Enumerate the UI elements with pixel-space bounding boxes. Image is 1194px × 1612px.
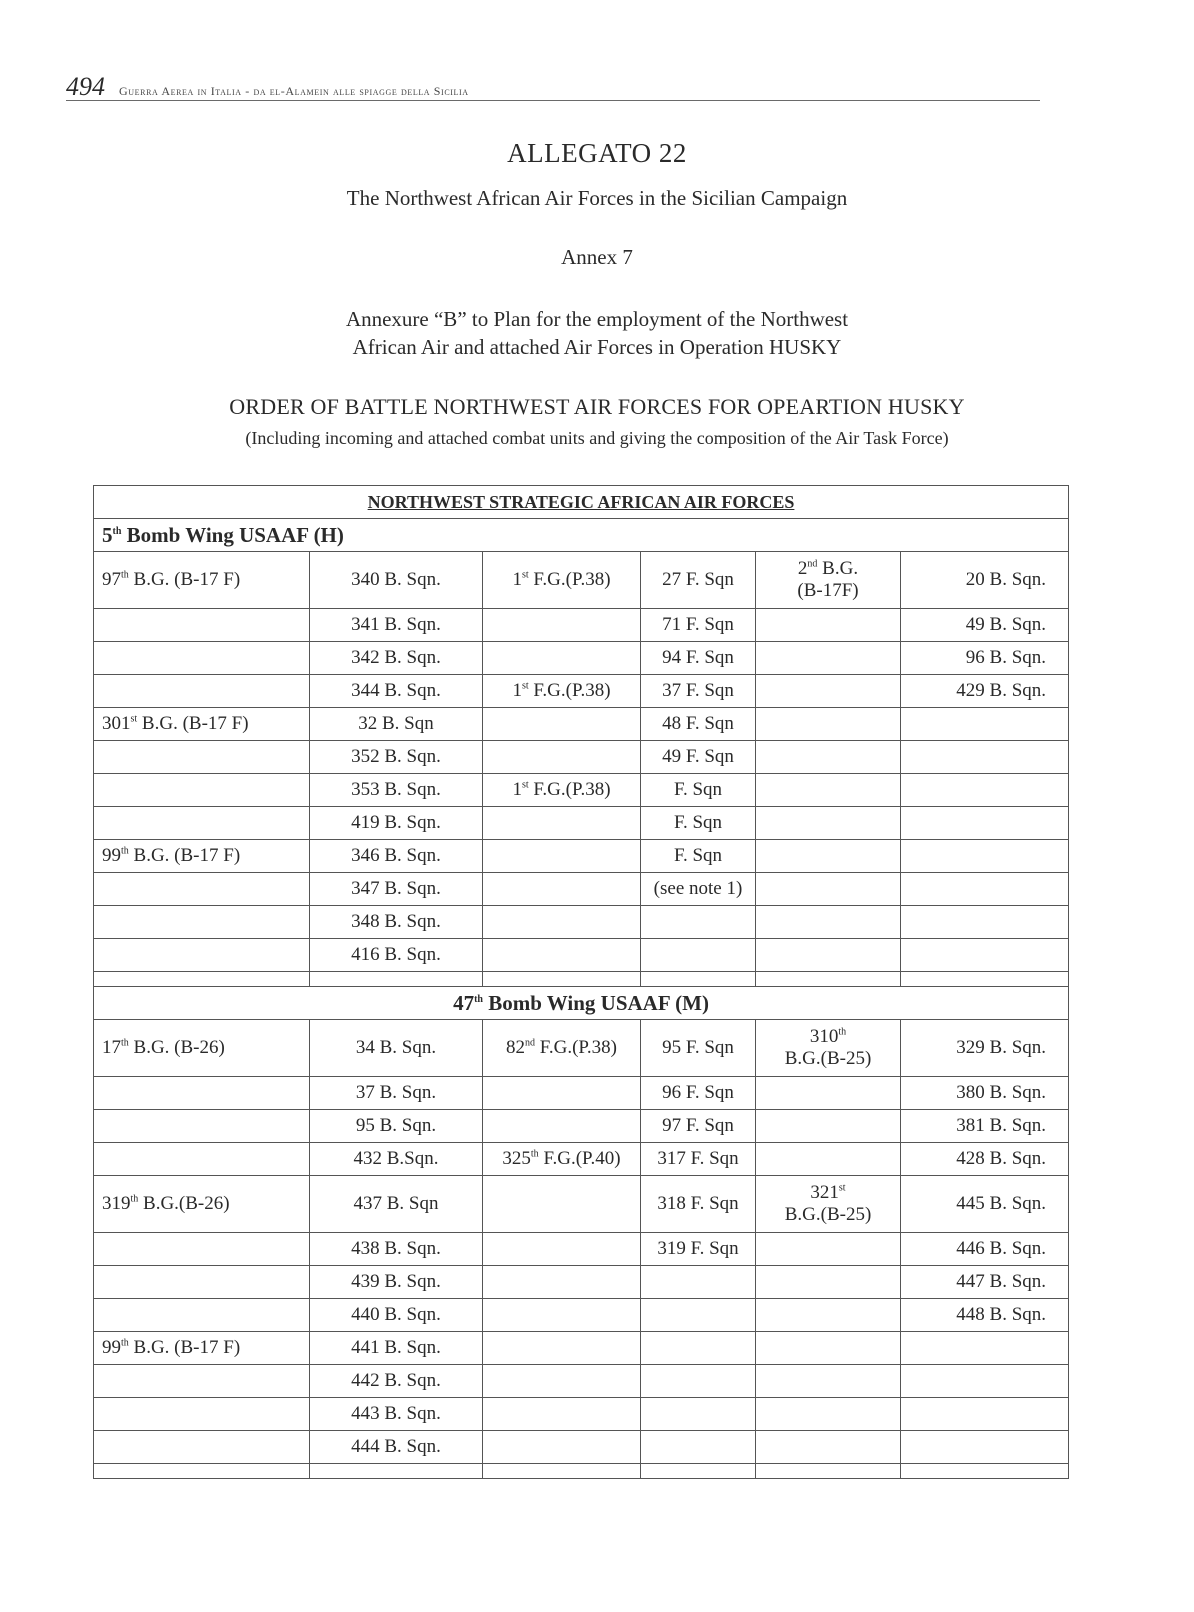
fighter-squadron-cell: 319 F. Sqn [641, 1233, 756, 1266]
bomb-squadron-2-cell: 448 B. Sqn. [901, 1299, 1069, 1332]
bomb-group-2-cell: 310th B.G.(B-25) [756, 1020, 901, 1077]
bomb-group-2-cell [756, 1299, 901, 1332]
table-row [94, 906, 1069, 939]
bomb-squadron-2-cell [901, 1431, 1069, 1464]
annex-label: Annex 7 [561, 245, 633, 269]
annexure-text [0, 305, 1194, 361]
bomb-squadron-2-cell [901, 1398, 1069, 1431]
bomb-group-cell [94, 1266, 310, 1299]
bomb-squadron-cell: 437 B. Sqn [310, 1176, 483, 1233]
wing-heading-47th: 47th Bomb Wing USAAF (M) [94, 987, 1069, 1020]
fighter-squadron-cell: 94 F. Sqn [641, 642, 756, 675]
bomb-squadron-2-cell: 428 B. Sqn. [901, 1143, 1069, 1176]
bomb-group-cell [94, 873, 310, 906]
bomb-group-cell [94, 906, 310, 939]
bomb-group-2-cell [756, 840, 901, 873]
fighter-squadron-cell: (see note 1) [641, 873, 756, 906]
bomb-group-2-cell [756, 708, 901, 741]
bomb-group-2-cell [756, 1365, 901, 1398]
bomb-squadron-cell: 37 B. Sqn. [310, 1077, 483, 1110]
table-row [94, 1398, 1069, 1431]
bomb-squadron-cell: 344 B. Sqn. [310, 675, 483, 708]
fighter-group-cell [483, 1299, 641, 1332]
table-row [94, 1020, 1069, 1077]
fighter-group-cell: 1st F.G.(P.38) [483, 675, 641, 708]
fighter-squadron-cell: 95 F. Sqn [641, 1020, 756, 1077]
bomb-squadron-cell: 442 B. Sqn. [310, 1365, 483, 1398]
bomb-squadron-cell: 444 B. Sqn. [310, 1431, 483, 1464]
bomb-group-cell [94, 675, 310, 708]
bomb-squadron-cell: 439 B. Sqn. [310, 1266, 483, 1299]
bomb-squadron-2-cell: 96 B. Sqn. [901, 642, 1069, 675]
fighter-squadron-cell: 71 F. Sqn [641, 609, 756, 642]
table-row [94, 1299, 1069, 1332]
bomb-squadron-cell: 32 B. Sqn [310, 708, 483, 741]
table-row [94, 552, 1069, 609]
bomb-group-cell: 301st B.G. (B-17 F) [94, 708, 310, 741]
running-title: Guerra Aerea in Italia - da el-Alamein alle spiagge della Sicilia [119, 84, 469, 98]
bomb-squadron-cell: 346 B. Sqn. [310, 840, 483, 873]
subtitle: The Northwest African Air Forces in the Sicilian Campaign [346, 186, 848, 210]
fighter-group-cell [483, 807, 641, 840]
fighter-squadron-cell [641, 939, 756, 972]
bomb-group-2-cell [756, 675, 901, 708]
bomb-squadron-cell: 34 B. Sqn. [310, 1020, 483, 1077]
table-row [94, 1233, 1069, 1266]
table-row [94, 1266, 1069, 1299]
table-row [94, 939, 1069, 972]
bomb-group-cell [94, 1077, 310, 1110]
fighter-group-cell [483, 873, 641, 906]
fighter-squadron-cell: 317 F. Sqn [641, 1143, 756, 1176]
bomb-squadron-2-cell [901, 774, 1069, 807]
table-row [94, 1110, 1069, 1143]
bomb-squadron-2-cell [901, 840, 1069, 873]
bomb-squadron-cell: 340 B. Sqn. [310, 552, 483, 609]
bomb-group-cell: 17th B.G. (B-26) [94, 1020, 310, 1077]
table-row [94, 1077, 1069, 1110]
table-row [94, 774, 1069, 807]
table-row [94, 1365, 1069, 1398]
bomb-squadron-cell: 440 B. Sqn. [310, 1299, 483, 1332]
bomb-squadron-2-cell [901, 741, 1069, 774]
bomb-squadron-2-cell [901, 906, 1069, 939]
bomb-squadron-cell: 348 B. Sqn. [310, 906, 483, 939]
bomb-group-2-cell [756, 1110, 901, 1143]
table-row [94, 675, 1069, 708]
bomb-group-cell [94, 1110, 310, 1143]
bomb-squadron-cell: 419 B. Sqn. [310, 807, 483, 840]
bomb-group-cell [94, 609, 310, 642]
bomb-group-2-cell [756, 1431, 901, 1464]
fighter-squadron-cell: 27 F. Sqn [641, 552, 756, 609]
fighter-group-cell [483, 1365, 641, 1398]
bomb-squadron-2-cell [901, 1332, 1069, 1365]
annexure-line-1: Annexure “B” to Plan for the employment of the Northwest [345, 307, 849, 331]
fighter-squadron-cell [641, 1299, 756, 1332]
fighter-group-cell [483, 642, 641, 675]
bomb-group-2-cell [756, 873, 901, 906]
bomb-group-cell [94, 939, 310, 972]
bomb-squadron-2-cell: 445 B. Sqn. [901, 1176, 1069, 1233]
fighter-group-cell [483, 939, 641, 972]
bomb-squadron-cell: 416 B. Sqn. [310, 939, 483, 972]
bomb-group-cell [94, 1431, 310, 1464]
bomb-group-cell: 319th B.G.(B-26) [94, 1176, 310, 1233]
fighter-squadron-cell: 48 F. Sqn [641, 708, 756, 741]
table-row [94, 642, 1069, 675]
fighter-squadron-cell: 318 F. Sqn [641, 1176, 756, 1233]
fighter-group-cell [483, 1431, 641, 1464]
wing1-rows [94, 552, 1069, 972]
fighter-squadron-cell [641, 1332, 756, 1365]
fighter-group-cell [483, 741, 641, 774]
bomb-squadron-cell: 353 B. Sqn. [310, 774, 483, 807]
bomb-group-2-cell [756, 1266, 901, 1299]
bomb-squadron-2-cell: 329 B. Sqn. [901, 1020, 1069, 1077]
fighter-group-cell: 1st F.G.(P.38) [483, 774, 641, 807]
bomb-group-2-cell [756, 741, 901, 774]
bomb-squadron-2-cell: 49 B. Sqn. [901, 609, 1069, 642]
bomb-group-2-cell [756, 774, 901, 807]
bomb-group-2-cell [756, 1332, 901, 1365]
bomb-squadron-cell: 342 B. Sqn. [310, 642, 483, 675]
table-row [94, 1332, 1069, 1365]
section-heading: NORTHWEST STRATEGIC AFRICAN AIR FORCES [94, 486, 1069, 519]
fighter-squadron-cell: F. Sqn [641, 807, 756, 840]
fighter-group-cell [483, 708, 641, 741]
fighter-squadron-cell: F. Sqn [641, 840, 756, 873]
fighter-group-cell [483, 609, 641, 642]
bomb-group-cell: 97th B.G. (B-17 F) [94, 552, 310, 609]
bomb-squadron-2-cell: 429 B. Sqn. [901, 675, 1069, 708]
fighter-squadron-cell [641, 1365, 756, 1398]
bomb-squadron-cell: 438 B. Sqn. [310, 1233, 483, 1266]
bomb-group-cell [94, 1398, 310, 1431]
bomb-squadron-2-cell: 380 B. Sqn. [901, 1077, 1069, 1110]
bomb-squadron-2-cell [901, 708, 1069, 741]
order-of-battle-table [93, 485, 1069, 1479]
bomb-squadron-cell: 441 B. Sqn. [310, 1332, 483, 1365]
bomb-squadron-2-cell [901, 1365, 1069, 1398]
bomb-group-cell [94, 1299, 310, 1332]
wing-heading-5th: 5th Bomb Wing USAAF (H) [94, 519, 1069, 552]
bomb-group-2-cell [756, 642, 901, 675]
bomb-squadron-2-cell: 447 B. Sqn. [901, 1266, 1069, 1299]
fighter-group-cell [483, 840, 641, 873]
bomb-squadron-cell: 341 B. Sqn. [310, 609, 483, 642]
fighter-squadron-cell: 96 F. Sqn [641, 1077, 756, 1110]
bomb-squadron-cell: 432 B.Sqn. [310, 1143, 483, 1176]
bomb-group-cell [94, 807, 310, 840]
table-row [94, 807, 1069, 840]
bomb-group-2-cell [756, 906, 901, 939]
bomb-group-2-cell: 2nd B.G. (B-17F) [756, 552, 901, 609]
bomb-group-2-cell [756, 1143, 901, 1176]
bomb-group-cell [94, 774, 310, 807]
bomb-squadron-cell: 443 B. Sqn. [310, 1398, 483, 1431]
bomb-group-cell [94, 1365, 310, 1398]
fighter-squadron-cell: 37 F. Sqn [641, 675, 756, 708]
bomb-group-cell [94, 1233, 310, 1266]
spacer-row [94, 972, 1069, 987]
fighter-squadron-cell: 49 F. Sqn [641, 741, 756, 774]
table-row [94, 840, 1069, 873]
fighter-group-cell [483, 1110, 641, 1143]
spacer-row [94, 1464, 1069, 1479]
fighter-group-cell: 325th F.G.(P.40) [483, 1143, 641, 1176]
bomb-squadron-2-cell: 381 B. Sqn. [901, 1110, 1069, 1143]
bomb-squadron-2-cell [901, 873, 1069, 906]
bomb-squadron-2-cell [901, 939, 1069, 972]
bomb-group-cell [94, 1143, 310, 1176]
fighter-group-cell [483, 1266, 641, 1299]
fighter-squadron-cell [641, 1398, 756, 1431]
fighter-group-cell [483, 906, 641, 939]
bomb-group-2-cell [756, 1077, 901, 1110]
bomb-squadron-2-cell: 446 B. Sqn. [901, 1233, 1069, 1266]
bomb-squadron-cell: 347 B. Sqn. [310, 873, 483, 906]
bomb-group-2-cell: 321st B.G.(B-25) [756, 1176, 901, 1233]
table-row [94, 873, 1069, 906]
wing2-rows [94, 1020, 1069, 1464]
table-row [94, 1176, 1069, 1233]
fighter-group-cell [483, 1176, 641, 1233]
running-head [66, 72, 1040, 101]
bomb-group-2-cell [756, 1233, 901, 1266]
bomb-group-2-cell [756, 1398, 901, 1431]
allegato-title: ALLEGATO 22 [507, 138, 687, 168]
table-row [94, 1431, 1069, 1464]
bomb-group-2-cell [756, 807, 901, 840]
bomb-group-2-cell [756, 939, 901, 972]
fighter-squadron-cell: 97 F. Sqn [641, 1110, 756, 1143]
table-row [94, 1143, 1069, 1176]
fighter-squadron-cell [641, 906, 756, 939]
bomb-squadron-cell: 352 B. Sqn. [310, 741, 483, 774]
bomb-squadron-2-cell [901, 807, 1069, 840]
fighter-group-cell: 82nd F.G.(P.38) [483, 1020, 641, 1077]
fighter-group-cell: 1st F.G.(P.38) [483, 552, 641, 609]
table-row [94, 708, 1069, 741]
bomb-group-2-cell [756, 609, 901, 642]
including-note: (Including incoming and attached combat units and giving the composition of the Air Task Force) [245, 428, 949, 448]
fighter-group-cell [483, 1398, 641, 1431]
bomb-squadron-cell: 95 B. Sqn. [310, 1110, 483, 1143]
fighter-squadron-cell: F. Sqn [641, 774, 756, 807]
fighter-squadron-cell [641, 1431, 756, 1464]
bomb-group-cell: 99th B.G. (B-17 F) [94, 840, 310, 873]
fighter-group-cell [483, 1332, 641, 1365]
order-of-battle-heading: ORDER OF BATTLE NORTHWEST AIR FORCES FOR OPEARTION HUSKY [229, 394, 965, 419]
table-row [94, 741, 1069, 774]
fighter-group-cell [483, 1077, 641, 1110]
bomb-group-cell: 99th B.G. (B-17 F) [94, 1332, 310, 1365]
bomb-squadron-2-cell: 20 B. Sqn. [901, 552, 1069, 609]
fighter-squadron-cell [641, 1266, 756, 1299]
page-number: 494 [66, 72, 105, 101]
table-row [94, 609, 1069, 642]
fighter-group-cell [483, 1233, 641, 1266]
bomb-group-cell [94, 741, 310, 774]
annexure-line-2: African Air and attached Air Forces in Operation HUSKY [352, 335, 842, 359]
bomb-group-cell [94, 642, 310, 675]
